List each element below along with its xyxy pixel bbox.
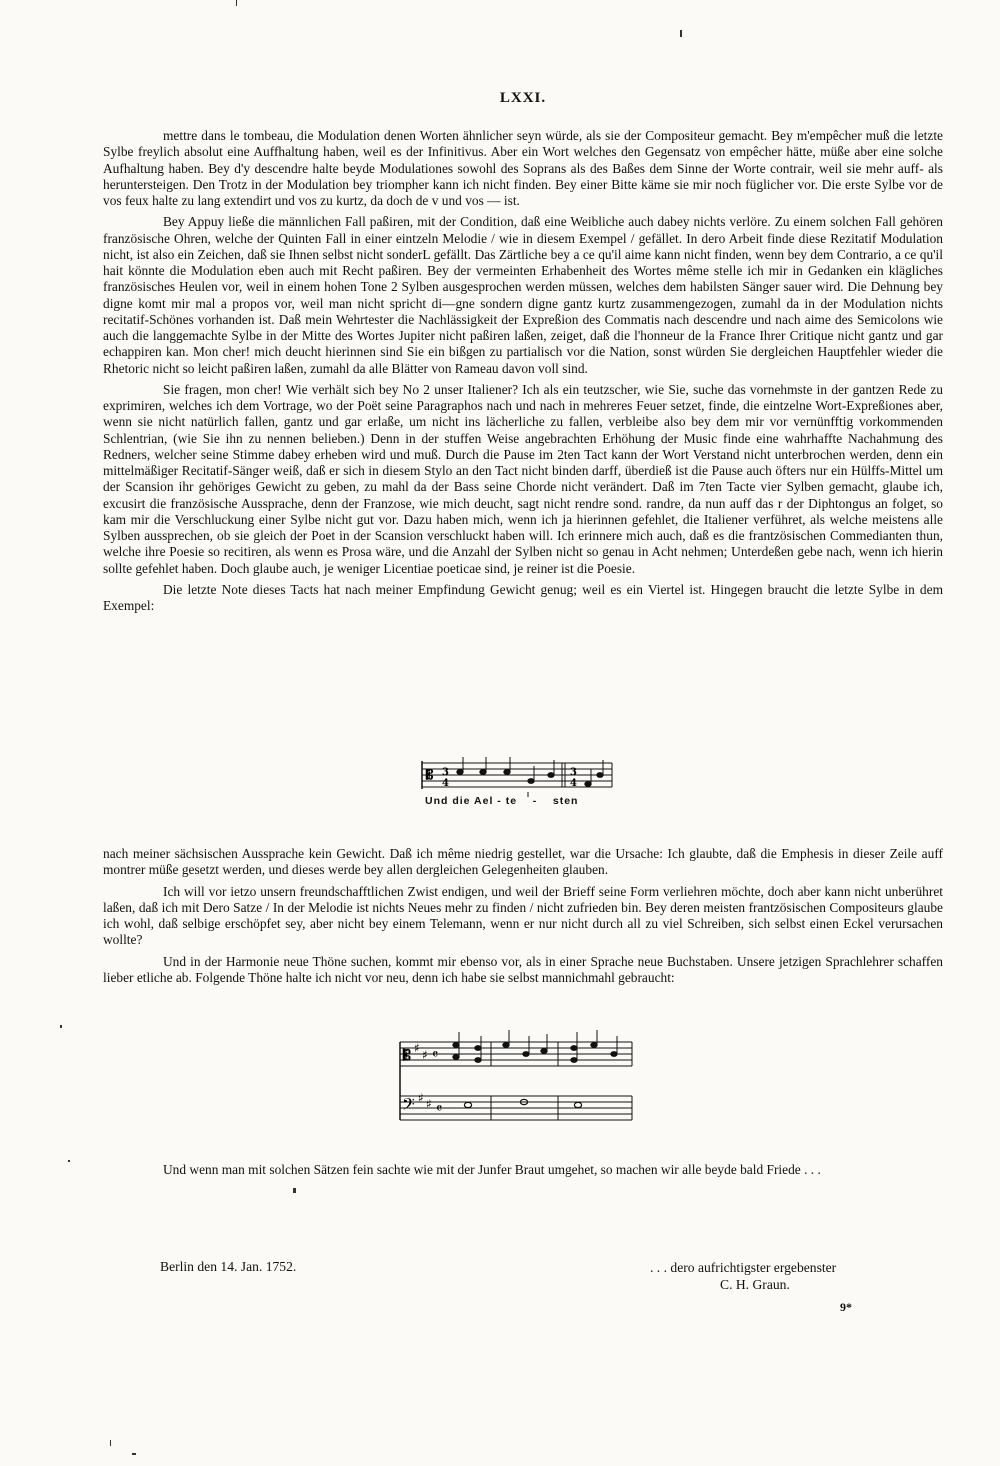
svg-text:3: 3 <box>442 767 449 778</box>
svg-text:4: 4 <box>570 778 577 789</box>
svg-text:3: 3 <box>570 767 577 778</box>
svg-text:♯: ♯ <box>418 1091 424 1105</box>
place-date: Berlin den 14. Jan. 1752. <box>160 1259 297 1274</box>
svg-text:𝄴: 𝄴 <box>432 1047 439 1063</box>
page-number: LXXI. <box>499 90 547 106</box>
paragraph: Ich will vor ietzo unsern freundschafftlichen Zwist endigen, und weil der Brieff seine Form verliehren möchte, doch aber kann nicht unberühret laßen, daß ich mit Dero Satze / In der Melodie ist nichts Neues mehr zu finden / nicht zufrieden bin. Bey deren meisten frantzösischen Compositeurs glaube ich wohl, daß selbige erschöpfet sey, aber nicht bey einem Telemann, wenn er nur nicht durch all zu viel Schreiben, sich selbst einen Eckel verursachen wollte? <box>103 883 943 948</box>
paragraph: Und in der Harmonie neue Thöne suchen, kommt mir ebenso vor, als in einer Sprache neue Buchstaben. Unsere jetzigen Sprachlehrer schaffen lieber etliche ab. Folgende Thöne halte ich nicht vor neu, denn ich habe sie selbst mannichmahl gebraucht: <box>103 953 943 985</box>
svg-text:♯: ♯ <box>414 1041 420 1055</box>
scan-mark <box>132 1453 136 1455</box>
svg-text:♯: ♯ <box>426 1097 432 1111</box>
svg-text:♯: ♯ <box>422 1048 428 1062</box>
scan-mark <box>110 1440 111 1446</box>
scan-mark <box>293 1188 296 1193</box>
folio-mark: 9* <box>840 1300 852 1314</box>
signature-block <box>650 1259 836 1293</box>
paragraph: Sie fragen, mon cher! Wie verhält sich bey No 2 unser Italiener? Ich als ein teutzscher, wie Sie, suche das vornehmste in der gantzen Rede zu exprimiren, welches ich dem Vortrage, wo der Poët seine Paragraphos nach und nach in mehreres Feuer setzet, finde, die eintzelne Wort-Expreßiones aber, wenn sie nicht natürlich fallen, gantz und gar erlaße, um nicht ins lächerliche zu fallen, verbleibe also bey dem mir vor vernünfftig vorkommenden Schlentrian, (wie Sie ihn zu nennen belieben.) Denn in der stuffen Weise angebrachten Erhöhung der Music finde eine wahrhaffte Nachahmung des Redners, welcher seine Stimme dabey erheben wird und muß. Durch die Pause im 2ten Tact kann der Wort Verstand nicht unterbrochen werden, denn ein mittelmäßiger Recitatif-Sänger weiß, daß er sich in diesem Stylo an den Tact nicht binden darff, überdieß ist die Pause auch öfters nur ein Hülffs-Mittel um der Scansion ihr gehöriges Gewicht zu geben, zu mahl da der Bass seine Chorde nicht verändert. Daß im 7ten Tacte vier Sylben gemacht, glaube ich, excusirt die französische Aussprache, denn der Franzose, wie mich deucht, sagt nicht rendre sond. randre, da nun auff das r der Diphtongus an folget, so kam mir die Verschluckung einer Sylbe nicht gut vor. Dazu haben mich, wenn ich ja hierinnen gefehlet, die Italiener verführet, als welche meistens alle Sylben aussprechen, ob sie gleich der Poet in der Scansion verschluckt haben will. Ich erinnere mich auch, daß es die frantzösischen Commedianten thun, welche ihre Poesie so recitiren, als wenn es Prosa wäre, und die Anzahl der Sylben nicht so genau in Acht nehmen; Unterdeßen gebe nach, wenn ich hierin sollte gefehlet haben. Doch glaube auch, je weniger Licentiae poeticae sind, je reiner ist die Poesie. <box>103 381 943 576</box>
svg-text:𝄢: 𝄢 <box>402 1094 415 1118</box>
paragraph: mettre dans le tombeau, die Modulation denen Worten ähnlicher seyn würde, als sie der Compositeur gemacht. Bey m'empêcher muß die letzte Sylbe freylich absolut eine Auffhaltung haben, weil es der Infinitivus. Aber ein Wort welches den Gegensatz von empêcher hätte, müße aber eine solche Aufhaltung haben. Bey d'y descendre halte beyde Modulationes sowohl des Soprans als des Baßes dem Sinne der Worte contrair, weil sie mehr auff- als heruntersteigen. Den Trotz in der Modulation bey triompher kann ich nicht finden. Bey einer Bitte käme sie mir noch füglicher vor. Die erste Sylbe vor de vos feux halte zu lang extendirt und vos zu kurtz, da doch de v und vos — ist. <box>103 128 943 208</box>
svg-text:𝄴: 𝄴 <box>436 1101 443 1117</box>
music-example-staff <box>420 757 620 797</box>
scan-mark <box>60 1025 62 1028</box>
paragraph: nach meiner sächsischen Aussprache kein Gewicht. Daß ich même niedrig gestellet, war die Ursache: Ich glaubte, daß die Emphesis in dieser Zeile auff montrer müße gesetzt werden, und dieses werde bey allen dergleichen Gelegenheiten glauben. <box>103 846 943 878</box>
author-name: C. H. Graun. <box>720 1277 790 1292</box>
text-block-3 <box>103 1162 943 1178</box>
svg-text:𝄡: 𝄡 <box>426 768 434 783</box>
paragraph: Die letzte Note dieses Tacts hat nach meiner Empfindung Gewicht genug; weil es ein Viertel ist. Hingegen braucht die letzte Sylbe in dem Exempel: <box>103 581 943 613</box>
text-block-1 <box>103 128 943 614</box>
music-lyrics: Und die Ael - te - sten <box>425 795 579 807</box>
paragraph: Bey Appuy ließe die männlichen Fall paßiren, mit der Condition, daß eine Weibliche auch dabey nichts verlöre. Zu einem solchen Fall gehören französische Ohren, welche der Quinten Fall in einer eintzeln Melodie / wie in diesem Exempel / gefället. In dero Arbeit finde diese Rezitatif Modulation nicht, ist also ein Zeichen, daß sie Ihnen selbst nicht sonderL gefällt. Das Zärtliche bey a ce qu'il aime kann nicht finden, wenn bey dem Contrario, a ce qu'il hait könnte die Modulation eben auch mit Recht paßiren. Bey der vermeinten Erhabenheit des Wortes même stelle ich mir in Gedanken ein klägliches französisches Heulen vor, weil in einem hohen Tone 2 Sylben ausgesprochen werden müssen, welches dem habilsten Sänger sauer wird. Die Dehnung bey digne komt mir mal a propos vor, weil man nicht spricht di—gne sondern digne gantz kurtz zusammengezogen, zumahl da in der Modulation nichts recitatif-Schönes vorhanden ist. Daß mein Wehrtester die Nachlässigkeit der Expreßion des Commatis nach descendre und nach aime des Semicolons wie auch die langgemachte Sylbe in der Mitte des Wortes Jupiter nicht paßiren laßen, zeiget, daß die l'honneur de la France Ihrer Critique nicht gantz und gar echappiren kan. Mon cher! mich deucht hierinnen sind Sie ein bißgen zu partialisch vor die Nation, sonst würden Sie dergleichen Hauptfehler wieder die Rhetoric nicht so leicht paßiren laßen, zumahl da alle Blätter von Rameau davon voll sind. <box>103 214 943 376</box>
scan-mark <box>680 30 682 37</box>
valediction: . . . dero aufrichtigster ergebenster <box>650 1260 837 1275</box>
svg-text:4: 4 <box>442 778 449 789</box>
scan-mark <box>236 0 237 6</box>
svg-text:𝄡: 𝄡 <box>403 1048 411 1064</box>
text-block-2 <box>103 846 943 986</box>
music-example-grand-staff <box>396 1028 636 1128</box>
paragraph: Und wenn man mit solchen Sätzen fein sachte wie mit der Junfer Braut umgehet, so machen wir alle beyde bald Friede . . . <box>163 1162 821 1177</box>
scan-mark <box>68 1160 70 1162</box>
